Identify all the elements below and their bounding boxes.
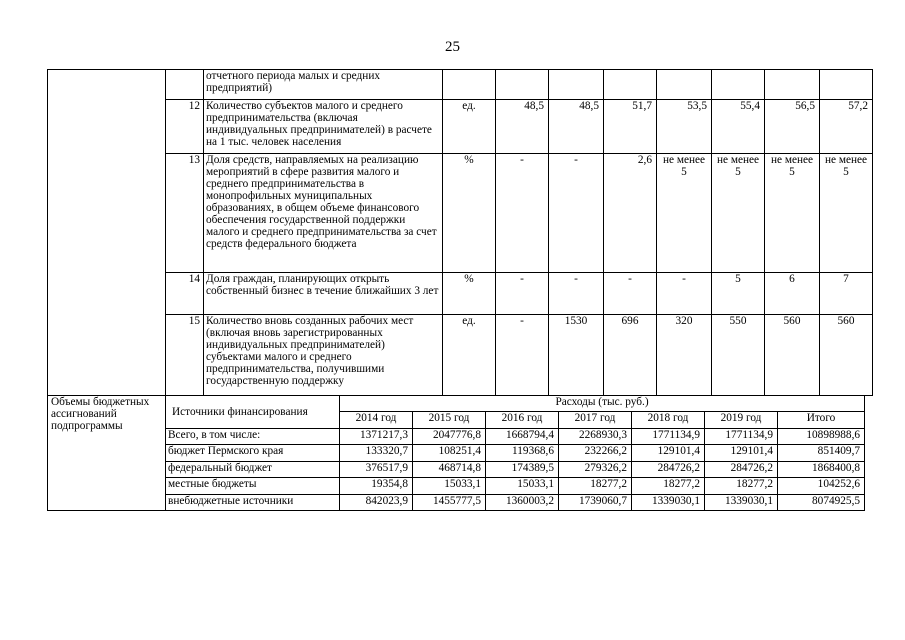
amount-cell: 15033,1 (413, 478, 486, 494)
indicator-text: Количество субъектов малого и среднего предпринимательства (включая индивидуальных предпринимателей) в расчете на 1 тыс. человек населения (204, 100, 443, 154)
amount-cell: 279326,2 (559, 461, 632, 477)
sources-header: Источники финансирования (166, 396, 340, 429)
indicator-text: Доля средств, направляемых на реализацию мероприятий в сфере развития малого и среднего предпринимательства в монопрофильных муниципальных образованиях, в общем объеме финансового обеспечения государственной поддержки малого и среднего предпринимательства за счет средств федерального бюджета (204, 154, 443, 273)
year-header: 2015 год (413, 412, 486, 428)
indicator-row (48, 154, 873, 273)
amount-cell: 108251,4 (413, 445, 486, 461)
amount-cell: 15033,1 (486, 478, 559, 494)
unit-cell: ед. (443, 100, 496, 154)
value-cell: не менее 5 (712, 154, 765, 273)
value-cell (820, 70, 873, 100)
amount-cell: 2268930,3 (559, 428, 632, 444)
amount-cell: 1868400,8 (778, 461, 865, 477)
source-name: федеральный бюджет (166, 461, 340, 477)
value-cell: 48,5 (496, 100, 549, 154)
year-header: 2014 год (340, 412, 413, 428)
value-cell: 6 (765, 273, 820, 315)
amount-cell: 174389,5 (486, 461, 559, 477)
amount-cell: 133320,7 (340, 445, 413, 461)
amount-cell: 1771134,9 (705, 428, 778, 444)
amount-cell: 18277,2 (559, 478, 632, 494)
value-cell: не менее 5 (820, 154, 873, 273)
budget-row (48, 494, 865, 510)
budget-row (48, 478, 865, 494)
amount-cell: 1339030,1 (632, 494, 705, 510)
value-cell: - (657, 273, 712, 315)
amount-cell: 2047776,8 (413, 428, 486, 444)
amount-cell: 1771134,9 (632, 428, 705, 444)
value-cell: - (549, 154, 604, 273)
indicator-row (48, 100, 873, 154)
budget-row (48, 461, 865, 477)
indicator-text: Доля граждан, планирующих открыть собственный бизнес в течение ближайших 3 лет (204, 273, 443, 315)
section-cell (48, 70, 166, 396)
indicator-text: Количество вновь созданных рабочих мест (включая вновь зарегистрированных индивидуальных предпринимателей) субъектами малого и среднего предпринимательства, получившими государственную поддержку (204, 315, 443, 396)
value-cell: не менее 5 (657, 154, 712, 273)
value-cell: - (496, 273, 549, 315)
amount-cell: 1371217,3 (340, 428, 413, 444)
value-cell (549, 70, 604, 100)
value-cell: 55,4 (712, 100, 765, 154)
amount-cell: 468714,8 (413, 461, 486, 477)
row-number: 15 (166, 315, 204, 396)
year-header: 2019 год (705, 412, 778, 428)
value-cell: 48,5 (549, 100, 604, 154)
amount-cell: 8074925,5 (778, 494, 865, 510)
indicators-table (47, 69, 873, 396)
value-cell: 696 (604, 315, 657, 396)
amount-cell: 119368,6 (486, 445, 559, 461)
value-cell: - (604, 273, 657, 315)
value-cell: 5 (712, 273, 765, 315)
amount-cell: 284726,2 (632, 461, 705, 477)
value-cell: 57,2 (820, 100, 873, 154)
value-cell: 320 (657, 315, 712, 396)
budget-row (48, 445, 865, 461)
amount-cell: 104252,6 (778, 478, 865, 494)
source-name: Всего, в том числе: (166, 428, 340, 444)
value-cell: 1530 (549, 315, 604, 396)
amount-cell: 1455777,5 (413, 494, 486, 510)
value-cell (496, 70, 549, 100)
amount-cell: 851409,7 (778, 445, 865, 461)
indicator-row (48, 273, 873, 315)
amount-cell: 284726,2 (705, 461, 778, 477)
budget-row (48, 428, 865, 444)
value-cell (712, 70, 765, 100)
indicator-text: отчетного периода малых и средних предприятий) (204, 70, 443, 100)
amount-cell: 842023,9 (340, 494, 413, 510)
year-header: 2018 год (632, 412, 705, 428)
value-cell (604, 70, 657, 100)
amount-cell: 10898988,6 (778, 428, 865, 444)
source-name: внебюджетные источники (166, 494, 340, 510)
amount-cell: 1339030,1 (705, 494, 778, 510)
budget-label: Объемы бюджетных ассигнований подпрограммы (48, 396, 166, 511)
amount-cell: 232266,2 (559, 445, 632, 461)
year-header: Итого (778, 412, 865, 428)
amount-cell: 1360003,2 (486, 494, 559, 510)
amount-cell: 18277,2 (632, 478, 705, 494)
value-cell (765, 70, 820, 100)
source-name: бюджет Пермского края (166, 445, 340, 461)
value-cell: 560 (820, 315, 873, 396)
unit-cell: % (443, 154, 496, 273)
source-name: местные бюджеты (166, 478, 340, 494)
value-cell: 56,5 (765, 100, 820, 154)
value-cell: 560 (765, 315, 820, 396)
value-cell (657, 70, 712, 100)
amount-cell: 129101,4 (705, 445, 778, 461)
unit-cell: ед. (443, 315, 496, 396)
value-cell: 51,7 (604, 100, 657, 154)
unit-cell: % (443, 273, 496, 315)
amount-cell: 19354,8 (340, 478, 413, 494)
value-cell: - (496, 315, 549, 396)
value-cell: - (496, 154, 549, 273)
row-number: 14 (166, 273, 204, 315)
value-cell: - (549, 273, 604, 315)
amount-cell: 1668794,4 (486, 428, 559, 444)
indicator-row (48, 315, 873, 396)
page-number: 25 (445, 39, 460, 55)
value-cell: не менее 5 (765, 154, 820, 273)
unit-cell (443, 70, 496, 100)
year-header: 2017 год (559, 412, 632, 428)
row-number: 13 (166, 154, 204, 273)
year-header: 2016 год (486, 412, 559, 428)
row-number (166, 70, 204, 100)
amount-cell: 1739060,7 (559, 494, 632, 510)
amount-cell: 376517,9 (340, 461, 413, 477)
value-cell: 7 (820, 273, 873, 315)
value-cell: 550 (712, 315, 765, 396)
budget-table (47, 395, 865, 511)
value-cell: 2,6 (604, 154, 657, 273)
row-number: 12 (166, 100, 204, 154)
amount-cell: 129101,4 (632, 445, 705, 461)
value-cell: 53,5 (657, 100, 712, 154)
amount-cell: 18277,2 (705, 478, 778, 494)
indicator-row (48, 70, 873, 100)
expenses-header: Расходы (тыс. руб.) (340, 396, 865, 412)
